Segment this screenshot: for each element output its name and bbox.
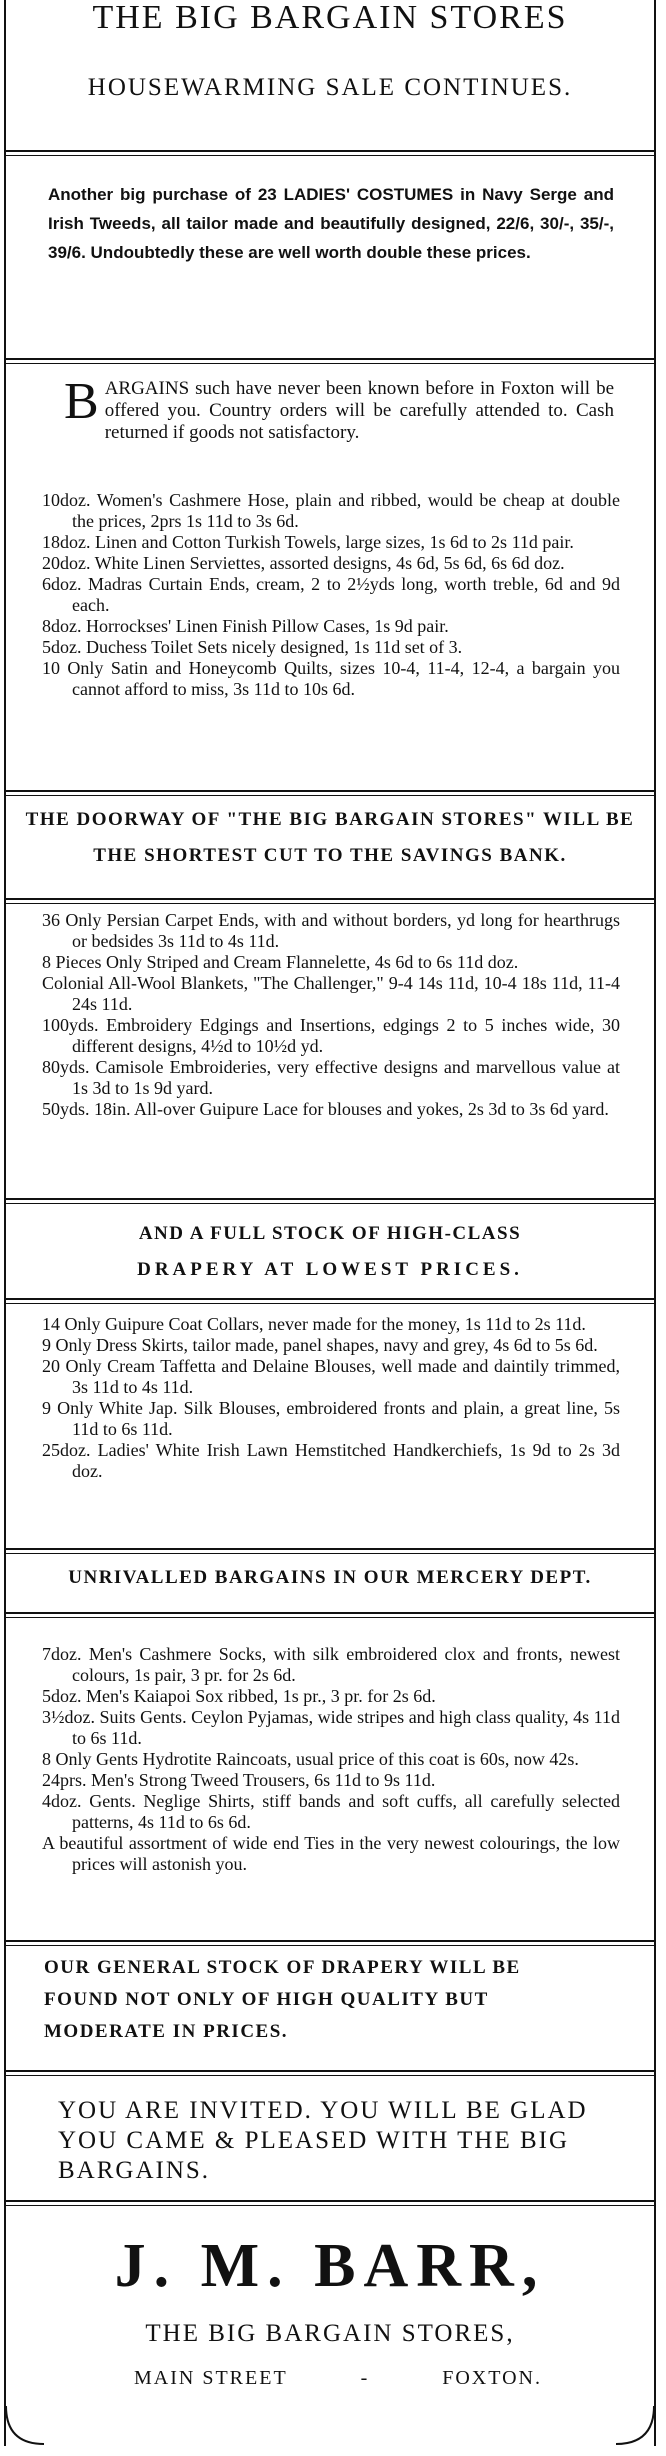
doorway-banner-text: THE DOORWAY OF "THE BIG BARGAIN STORES" WILL BE THE SHORTEST CUT TO THE SAVINGS BANK. [25, 809, 635, 866]
announcement-text: Another big purchase of 23 LADIES' COSTUMES in Navy Serge and Irish Tweeds, all tailor made and beautifully designed, 22/6, 30/-, 35/-, 39/6. Undoubtedly these are well worth double these prices. [48, 185, 614, 262]
footer [6, 2226, 654, 2392]
corner-ornament-left-icon [4, 2406, 44, 2446]
divider [6, 150, 654, 156]
bargain-list-1 [6, 490, 654, 700]
invitation-text: YOU ARE INVITED. YOU WILL BE GLAD YOU CAME & PLEASED WITH THE BIG BARGAINS. [58, 2097, 588, 2184]
address-dash: - [360, 2367, 370, 2389]
drapery-banner-line-2: DRAPERY AT LOWEST PRICES. [137, 1259, 523, 1280]
list-item: 8doz. Horrockses' Linen Finish Pillow Cases, 1s 9d pair. [42, 616, 449, 636]
list-item: 7doz. Men's Cashmere Socks, with silk embroidered clox and fronts, newest colours, 1s pair, 3 pr. for 2s 6d. [42, 1644, 620, 1685]
mercery-banner-text: UNRIVALLED BARGAINS IN OUR MERCERY DEPT. [68, 1567, 592, 1588]
divider [6, 790, 654, 796]
divider [6, 1198, 654, 1204]
general-stock-banner [6, 1952, 654, 2048]
intro-section [6, 373, 654, 444]
footer-address [6, 2364, 654, 2392]
divider [6, 1612, 654, 1618]
list-item: 10 Only Satin and Honeycomb Quilts, sizes 10-4, 11-4, 12-4, a bargain you cannot afford to miss, 3s 11d to 10s 6d. [42, 658, 620, 699]
bargain-list-3 [6, 1314, 654, 1482]
drapery-banner [6, 1216, 654, 1288]
bargain-list-4 [6, 1644, 654, 1875]
list-item: 8 Pieces Only Striped and Cream Flannelette, 4s 6d to 6s 11d doz. [42, 952, 519, 972]
invitation-section [6, 2096, 654, 2186]
intro-paragraph [6, 373, 654, 444]
list-item: 14 Only Guipure Coat Collars, never made for the money, 1s 11d to 2s 11d. [42, 1314, 586, 1334]
announcement-section [6, 180, 654, 267]
list-item: 80yds. Camisole Embroideries, very effective designs and marvellous value at 1s 3d to 1s 9d yard. [42, 1057, 620, 1098]
list-item: Colonial All-Wool Blankets, "The Challenger," 9-4 14s 11d, 10-4 18s 11d, 11-4 24s 11d. [42, 973, 620, 1014]
divider [6, 2070, 654, 2076]
doorway-banner [6, 802, 654, 874]
list-item: 10doz. Women's Cashmere Hose, plain and ribbed, would be cheap at double the prices, 2prs 1s 11d to 3s 6d. [42, 490, 620, 531]
divider [6, 1548, 654, 1554]
divider [6, 1298, 654, 1304]
mercery-banner [6, 1562, 654, 1594]
list-item: 6doz. Madras Curtain Ends, cream, 2 to 2½yds long, worth treble, 6d and 9d each. [42, 574, 620, 615]
divider [6, 1940, 654, 1946]
list-item: 25doz. Ladies' White Irish Lawn Hemstitched Handkerchiefs, 1s 9d to 2s 3d doz. [42, 1440, 620, 1481]
list-item: 100yds. Embroidery Edgings and Insertions, edgings 2 to 5 inches wide, 30 different designs, 4½d to 10½d yd. [42, 1015, 620, 1056]
street: MAIN STREET [134, 2367, 288, 2389]
sale-subtitle: HOUSEWARMING SALE CONTINUES. [87, 74, 573, 101]
divider [6, 898, 654, 904]
list-item: 24prs. Men's Strong Tweed Trousers, 6s 11d to 9s 11d. [42, 1770, 436, 1790]
list-item: 8 Only Gents Hydrotite Raincoats, usual price of this coat is 60s, now 42s. [42, 1749, 579, 1769]
list-item: 4doz. Gents. Neglige Shirts, stiff bands and soft cuffs, all carefully selected patterns, 4s 11d to 6s 6d. [42, 1791, 620, 1832]
corner-ornament-right-icon [616, 2406, 656, 2446]
intro-text: ARGAINS such have never been known before in Foxton will be offered you. Country orders will be carefully attended to. Cash returned if goods not satisfactory. [104, 378, 614, 443]
store-title: THE BIG BARGAIN STORES [92, 0, 568, 36]
list-item: 5doz. Men's Kaiapoi Sox ribbed, 1s pr., 3 pr. for 2s 6d. [42, 1686, 436, 1706]
list-item: 18doz. Linen and Cotton Turkish Towels, large sizes, 1s 6d to 2s 11d pair. [42, 532, 574, 552]
list-item: 36 Only Persian Carpet Ends, with and without borders, yd long for hearthrugs or bedsides 3s 11d to 4s 11d. [42, 910, 620, 951]
list-item: 3½doz. Suits Gents. Ceylon Pyjamas, wide stripes and high class quality, 4s 11d to 6s 11d. [42, 1707, 620, 1748]
general-stock-text: OUR GENERAL STOCK OF DRAPERY WILL BE FOUND NOT ONLY OF HIGH QUALITY BUT MODERATE IN PRICES. [44, 1957, 521, 2042]
proprietor-name: J. M. BARR, [114, 2232, 546, 2300]
list-item: 20 Only Cream Taffetta and Delaine Blouses, well made and daintily trimmed, 3s 11d to 4s 11d. [42, 1356, 620, 1397]
drop-cap: B [64, 373, 99, 430]
divider [6, 358, 654, 364]
footer-store-name: THE BIG BARGAIN STORES, [145, 2320, 515, 2347]
drapery-banner-line-1: AND A FULL STOCK OF HIGH-CLASS [138, 1223, 522, 1244]
list-item: 5doz. Duchess Toilet Sets nicely designed, 1s 11d set of 3. [42, 637, 463, 657]
town: FOXTON. [442, 2367, 542, 2389]
list-item: 9 Only White Jap. Silk Blouses, embroidered fronts and plain, a great line, 5s 11d to 6s 11d. [42, 1398, 620, 1439]
list-item: A beautiful assortment of wide end Ties in the very newest colourings, the low prices will astonish you. [42, 1833, 620, 1874]
list-item: 50yds. 18in. All-over Guipure Lace for blouses and yokes, 2s 3d to 3s 6d yard. [42, 1099, 609, 1119]
divider [6, 2200, 654, 2206]
list-item: 9 Only Dress Skirts, tailor made, panel shapes, navy and grey, 4s 6d to 5s 6d. [42, 1335, 598, 1355]
advertisement [4, 0, 656, 2446]
header [6, 0, 654, 102]
bargain-list-2 [6, 910, 654, 1120]
list-item: 20doz. White Linen Serviettes, assorted designs, 4s 6d, 5s 6d, 6s 6d doz. [42, 553, 565, 573]
